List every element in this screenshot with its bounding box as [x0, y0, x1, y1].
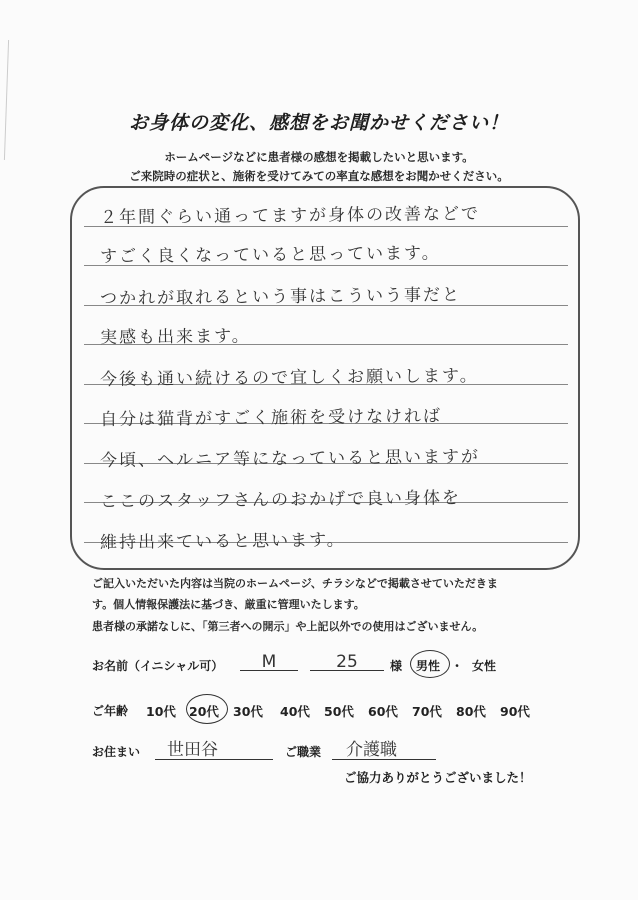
age-option[interactable]: 50代: [324, 704, 354, 719]
notice-line-1: ご記入いただいた内容は当院のホームページ、チラシなどで掲載させていただきま: [92, 577, 498, 590]
comment-line: ここのスタッフさんのおかげで良い身体を: [99, 488, 462, 512]
job-value: 介護職: [346, 740, 397, 760]
intro-line-2: ご来院時の症状と、施術を受けてみての率直な感想をお聞かせください。: [129, 169, 509, 183]
job-field[interactable]: [332, 735, 436, 760]
age-option[interactable]: 60代: [368, 704, 398, 719]
name-value: M: [261, 652, 277, 672]
age-field[interactable]: [310, 652, 384, 671]
comment-line: 実感も出来ます。: [99, 326, 251, 348]
comment-line: すごく良くなっていると思っています。: [99, 243, 441, 267]
gender-male[interactable]: 男性: [416, 659, 441, 673]
age-option[interactable]: 80代: [456, 704, 486, 719]
age-option[interactable]: 90代: [500, 704, 530, 719]
notice-line-2: す。個人情報保護法に基づき、厳重に管理いたします。: [92, 598, 365, 611]
comment-line: 自分は猫背がすごく施術を受けなければ: [99, 406, 443, 430]
name-label: お名前（イニシャル可）: [92, 659, 224, 673]
comment-line: 今後も通い続けるので宜しくお願いします。: [99, 366, 479, 390]
scan-edge-mark: [4, 40, 9, 160]
address-value: 世田谷: [167, 740, 218, 760]
sama-label: 様: [390, 659, 403, 673]
address-label: お住まい: [92, 745, 141, 759]
job-label: ご職業: [285, 745, 322, 759]
page-title: お身体の変化、感想をお聞かせください！: [128, 112, 509, 134]
closing-text: ご協力ありがとうございました！: [344, 770, 532, 785]
comment-line: 維持出来ていると思います。: [99, 530, 346, 553]
age-option[interactable]: 10代: [146, 704, 176, 719]
age-value: 25: [336, 652, 358, 672]
address-field[interactable]: [155, 735, 273, 760]
intro-line-1: ホームページなどに患者様の感想を掲載したいと思います。: [164, 150, 474, 164]
age-option[interactable]: 30代: [233, 704, 263, 719]
notice-line-3: 患者様の承諾なしに、「第三者への開示」や上記以外での使用はございません。: [92, 620, 484, 633]
comment-line: 今頃、ヘルニア等になっていると思いますが: [99, 447, 481, 471]
comment-line: つかれが取れるという事はこういう事だと: [99, 285, 462, 309]
gender-female[interactable]: 女性: [472, 659, 497, 673]
age-option[interactable]: 20代: [189, 704, 219, 719]
age-option[interactable]: 40代: [280, 704, 310, 719]
gender-separator: ・: [451, 659, 464, 673]
comment-line: ２年間ぐらい通ってますが身体の改善などで: [99, 204, 481, 228]
age-option[interactable]: 70代: [412, 704, 442, 719]
name-field[interactable]: [240, 652, 298, 671]
age-label: ご年齢: [92, 704, 129, 718]
